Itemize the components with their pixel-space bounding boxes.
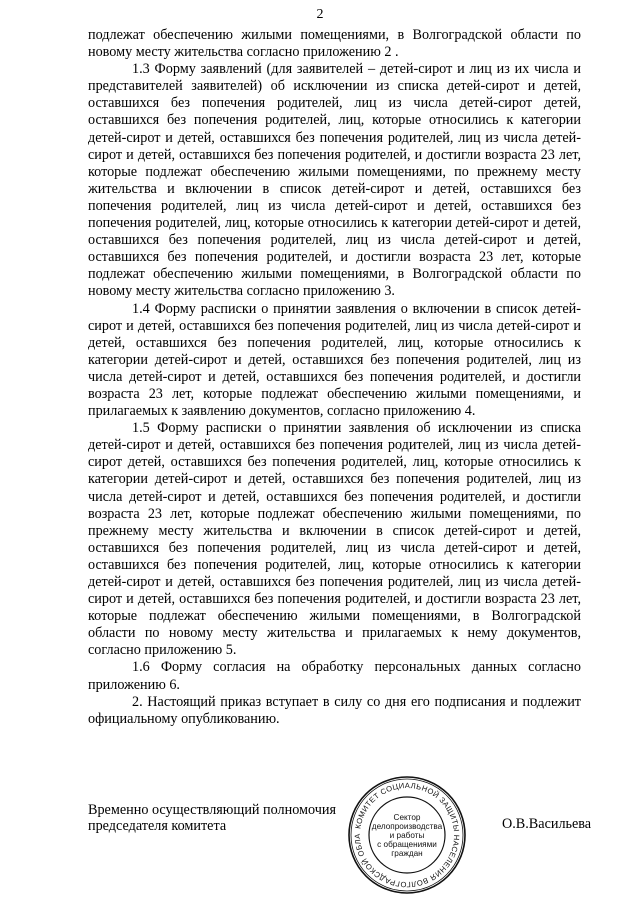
document-body [88, 27, 581, 728]
signature-block [88, 780, 592, 907]
stamp-line: с обращениями [377, 839, 437, 849]
stamp-line: и работы [389, 830, 425, 840]
paragraph-1-6: 1.6 Форму согласия на обработку персональных данных согласно приложению 6. [88, 659, 581, 693]
stamp-center-text [373, 801, 441, 869]
paragraph-continuation: подлежат обеспечению жилыми помещениями, в Волгоградской области по новому месту жительства согласно приложению 2 . [88, 27, 581, 61]
signatory-title-line-1: Временно осуществляющий полномочия [88, 802, 337, 818]
signatory-name: О.В.Васильева [502, 816, 592, 832]
paragraph-2: 2. Настоящий приказ вступает в силу со дня его подписания и подлежит официальному опубликованию. [88, 693, 581, 727]
page-number: 2 [316, 7, 324, 22]
official-stamp [345, 773, 469, 897]
stamp-ring-text: КОМИТЕТ СОЦИАЛЬНОЙ ЗАЩИТЫ НАСЕЛЕНИЯ ВОЛГОГРАДСКОЙ ОБЛА [352, 780, 462, 890]
paragraph-1-3: 1.3 Форму заявлений (для заявителей – детей-сирот и лиц из их числа и представителей заявителей) об исключении из списка детей-сирот и детей, оставшихся без попечения родителей, лиц из числа детей-сирот детей, оставшихся без попечения родителей, лиц, которые относились к категории детей-сирот и детей, оставшихся без попечения родителей, лиц из числа детей-сирот и детей, оставшихся без попечения родителей, и достигли возраста 23 лет, которые подлежат обеспечению жилыми помещениями, по прежнему месту жительства и включении в список детей-сирот и детей, оставшихся без попечения родителей, лиц из числа детей-сирот и детей, оставшихся без попечения родителей, лиц, которые относились к категории детей-сирот и детей, оставшихся без попечения родителей, лиц из числа детей-сирот и детей, оставшихся без попечения родителей, и достигли возраста 23 лет, которые подлежат обеспечению жилыми помещениями, в Волгоградской области по новому месту жительства согласно приложению 3. [88, 61, 581, 300]
stamp-line: делопроизводства [371, 821, 443, 831]
stamp-line: Сектор [393, 812, 421, 822]
signatory-title-line-2: председателя комитета [88, 817, 227, 834]
signatory-title [88, 803, 336, 834]
paragraph-1-4: 1.4 Форму расписки о принятии заявления о включении в список детей-сирот и детей, оставшихся без попечения родителей, лиц из числа детей-сирот и детей, оставшихся без попечения родителей, лиц, которые относились к категории детей-сирот и детей, оставшихся без попечения родителей, лиц из числа детей-сирот и детей, оставшихся без попечения родителей, и достигли возраста 23 лет, которые подлежат обеспечению жилыми помещениями, и прилагаемых к заявлению документов, согласно приложению 4. [88, 300, 581, 420]
paragraph-1-5: 1.5 Форму расписки о принятии заявления об исключении из списка детей-сирот и детей, оставшихся без попечения родителей, лиц из числа детей-сирот детей, оставшихся без попечения родителей, лиц, которые относились к категории детей-сирот и детей, оставшихся без попечения родителей, лиц из числа детей-сирот и детей, оставшихся без попечения родителей, и достигли возраста 23 лет, которые подлежат обеспечению жилыми помещениями, по прежнему месту жительства и включении в список детей-сирот и детей, оставшихся без попечения родителей, лиц из числа детей-сирот и детей, оставшихся без попечения родителей, лиц, которые относились к категории детей-сирот и детей, оставшихся без попечения родителей, лиц из числа детей-сирот и детей, оставшихся без попечения родителей, и достигли возраста 23 лет, которые подлежат обеспечению жилыми помещениями, в Волгоградской области по новому месту жительства и прилагаемых к нему документов, согласно приложению 5. [88, 420, 581, 659]
stamp-line: граждан [391, 848, 423, 858]
